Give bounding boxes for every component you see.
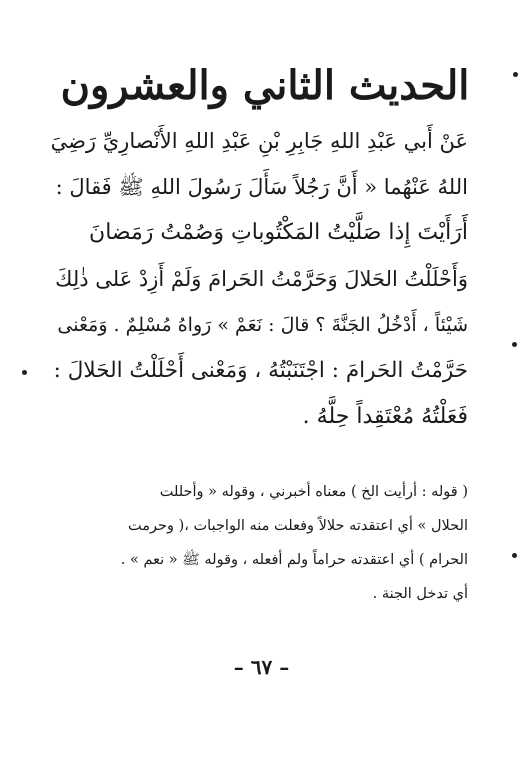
hadith-line: عَنْ أَبي عَبْدِ اللهِ جَابِرِ بْنِ عَبْدِ اللهِ الأَنْصارِيِّ رَضِيَ: [50, 129, 468, 153]
margin-mark: [513, 72, 518, 77]
hadith-line: فَعَلْتُهُ مُعْتَقِداً حِلَّهُ .: [302, 404, 468, 429]
commentary-line: ( قوله : أرأيت الخ ) معناه أخبرني ، وقوله « وأحللت: [159, 484, 468, 500]
commentary-line: أي تدخل الجنة .: [372, 586, 468, 602]
margin-mark: [512, 342, 517, 347]
hadith-line: حَرَّمْتُ الحَرامَ : اجْتَنَبْتُهُ ، وَمَعْنى أَحْلَلْتُ الحَلالَ :: [53, 358, 468, 383]
commentary-line: الحرام ) أي اعتقدته حراماً ولم أفعله ، وقوله ﷺ « نعم » .: [120, 552, 468, 568]
hadith-title: الحديث الثاني والعشرون: [60, 62, 470, 109]
hadith-line: اللهُ عَنْهُما « أَنَّ رَجُلاً سَأَلَ رَسُولَ اللهِ ﷺ فَقالَ :: [55, 175, 468, 199]
hadith-line: وَأَحْلَلْتُ الحَلالَ وَحَرَّمْتُ الحَرامَ وَلَمْ أَزِدْ عَلى ذٰلِكَ: [55, 267, 468, 291]
margin-mark: [22, 370, 27, 375]
hadith-line: شَيْئاً ، أَدْخُلُ الجَنَّةَ ؟ قالَ : نَعَمْ » رَواهُ مُسْلِمٌ . وَمَعْنى: [57, 314, 468, 336]
commentary: [50, 475, 468, 611]
hadith-line: أَرَأَيْتَ إِذا صَلَّيْتُ المَكْتُوباتِ وَصُمْتُ رَمَضانَ: [89, 220, 468, 245]
margin-mark: [512, 553, 517, 558]
commentary-line: الحلال » أي اعتقدته حلالاً وفعلت منه الواجبات ،( وحرمت: [128, 518, 468, 534]
hadith-text: [50, 118, 468, 440]
page-number: – ٦٧ –: [233, 655, 290, 679]
